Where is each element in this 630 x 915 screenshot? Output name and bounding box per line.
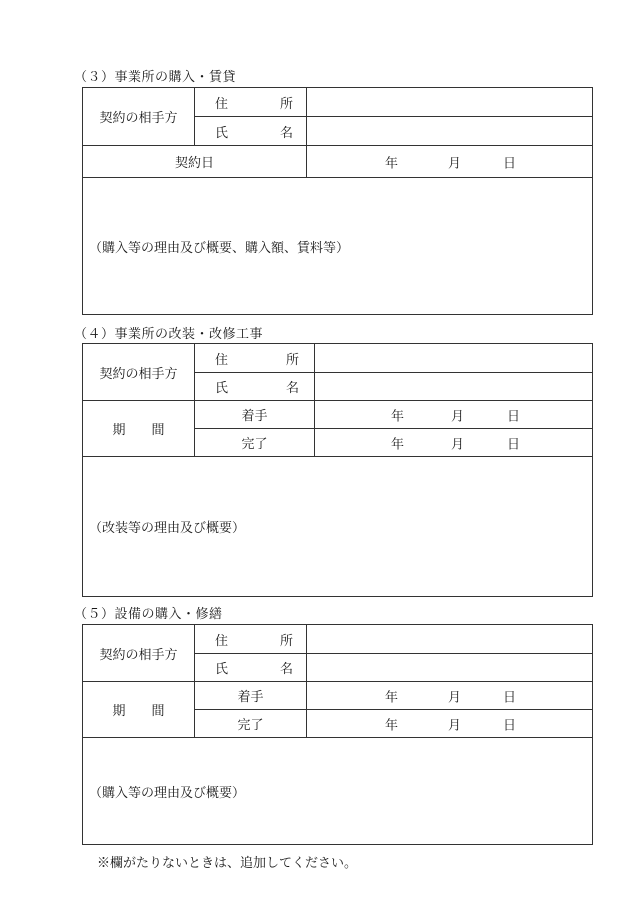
address-field[interactable] [307,625,593,654]
name-field[interactable] [307,654,593,682]
counterparty-label: 契約の相手方 [83,344,195,401]
address-label: 住 所 [195,344,315,373]
counterparty-label: 契約の相手方 [83,625,195,682]
start-date-field[interactable]: 年 月 日 [307,682,593,710]
address-label: 住 所 [195,88,307,117]
section-5-table [82,624,593,845]
section-5-title: （５）設備の購入・修繕 [74,607,223,622]
description-label: （購入等の理由及び概要、購入額、賃料等） [89,240,350,256]
name-field[interactable] [315,373,593,401]
section-4-title: （４）事業所の改装・改修工事 [74,327,264,342]
period-label: 期 間 [83,401,195,457]
end-date-field[interactable]: 年 月 日 [315,429,593,457]
description-field[interactable] [83,457,593,597]
end-label: 完了 [195,429,315,457]
contract-date-field[interactable]: 年 月 日 [307,146,593,178]
description-field[interactable] [83,738,593,845]
section-3-table [82,87,593,315]
name-label: 氏 名 [195,654,307,682]
section-4-table [82,343,593,597]
contract-date-label: 契約日 [83,146,307,178]
start-date-field[interactable]: 年 月 日 [315,401,593,429]
name-field[interactable] [307,117,593,146]
start-label: 着手 [195,401,315,429]
counterparty-label: 契約の相手方 [83,88,195,146]
name-label: 氏 名 [195,373,315,401]
period-label: 期 間 [83,682,195,738]
address-label: 住 所 [195,625,307,654]
name-label: 氏 名 [195,117,307,146]
start-label: 着手 [195,682,307,710]
end-label: 完了 [195,710,307,738]
end-date-field[interactable]: 年 月 日 [307,710,593,738]
section-3-title: （３）事業所の購入・賃貸 [74,70,237,85]
footnote: ※欄がたりないときは、追加してください。 [97,856,358,871]
address-field[interactable] [315,344,593,373]
description-label: （改装等の理由及び概要） [89,521,246,536]
description-field[interactable] [83,178,593,315]
address-field[interactable] [307,88,593,117]
description-label: （購入等の理由及び概要） [89,785,246,801]
